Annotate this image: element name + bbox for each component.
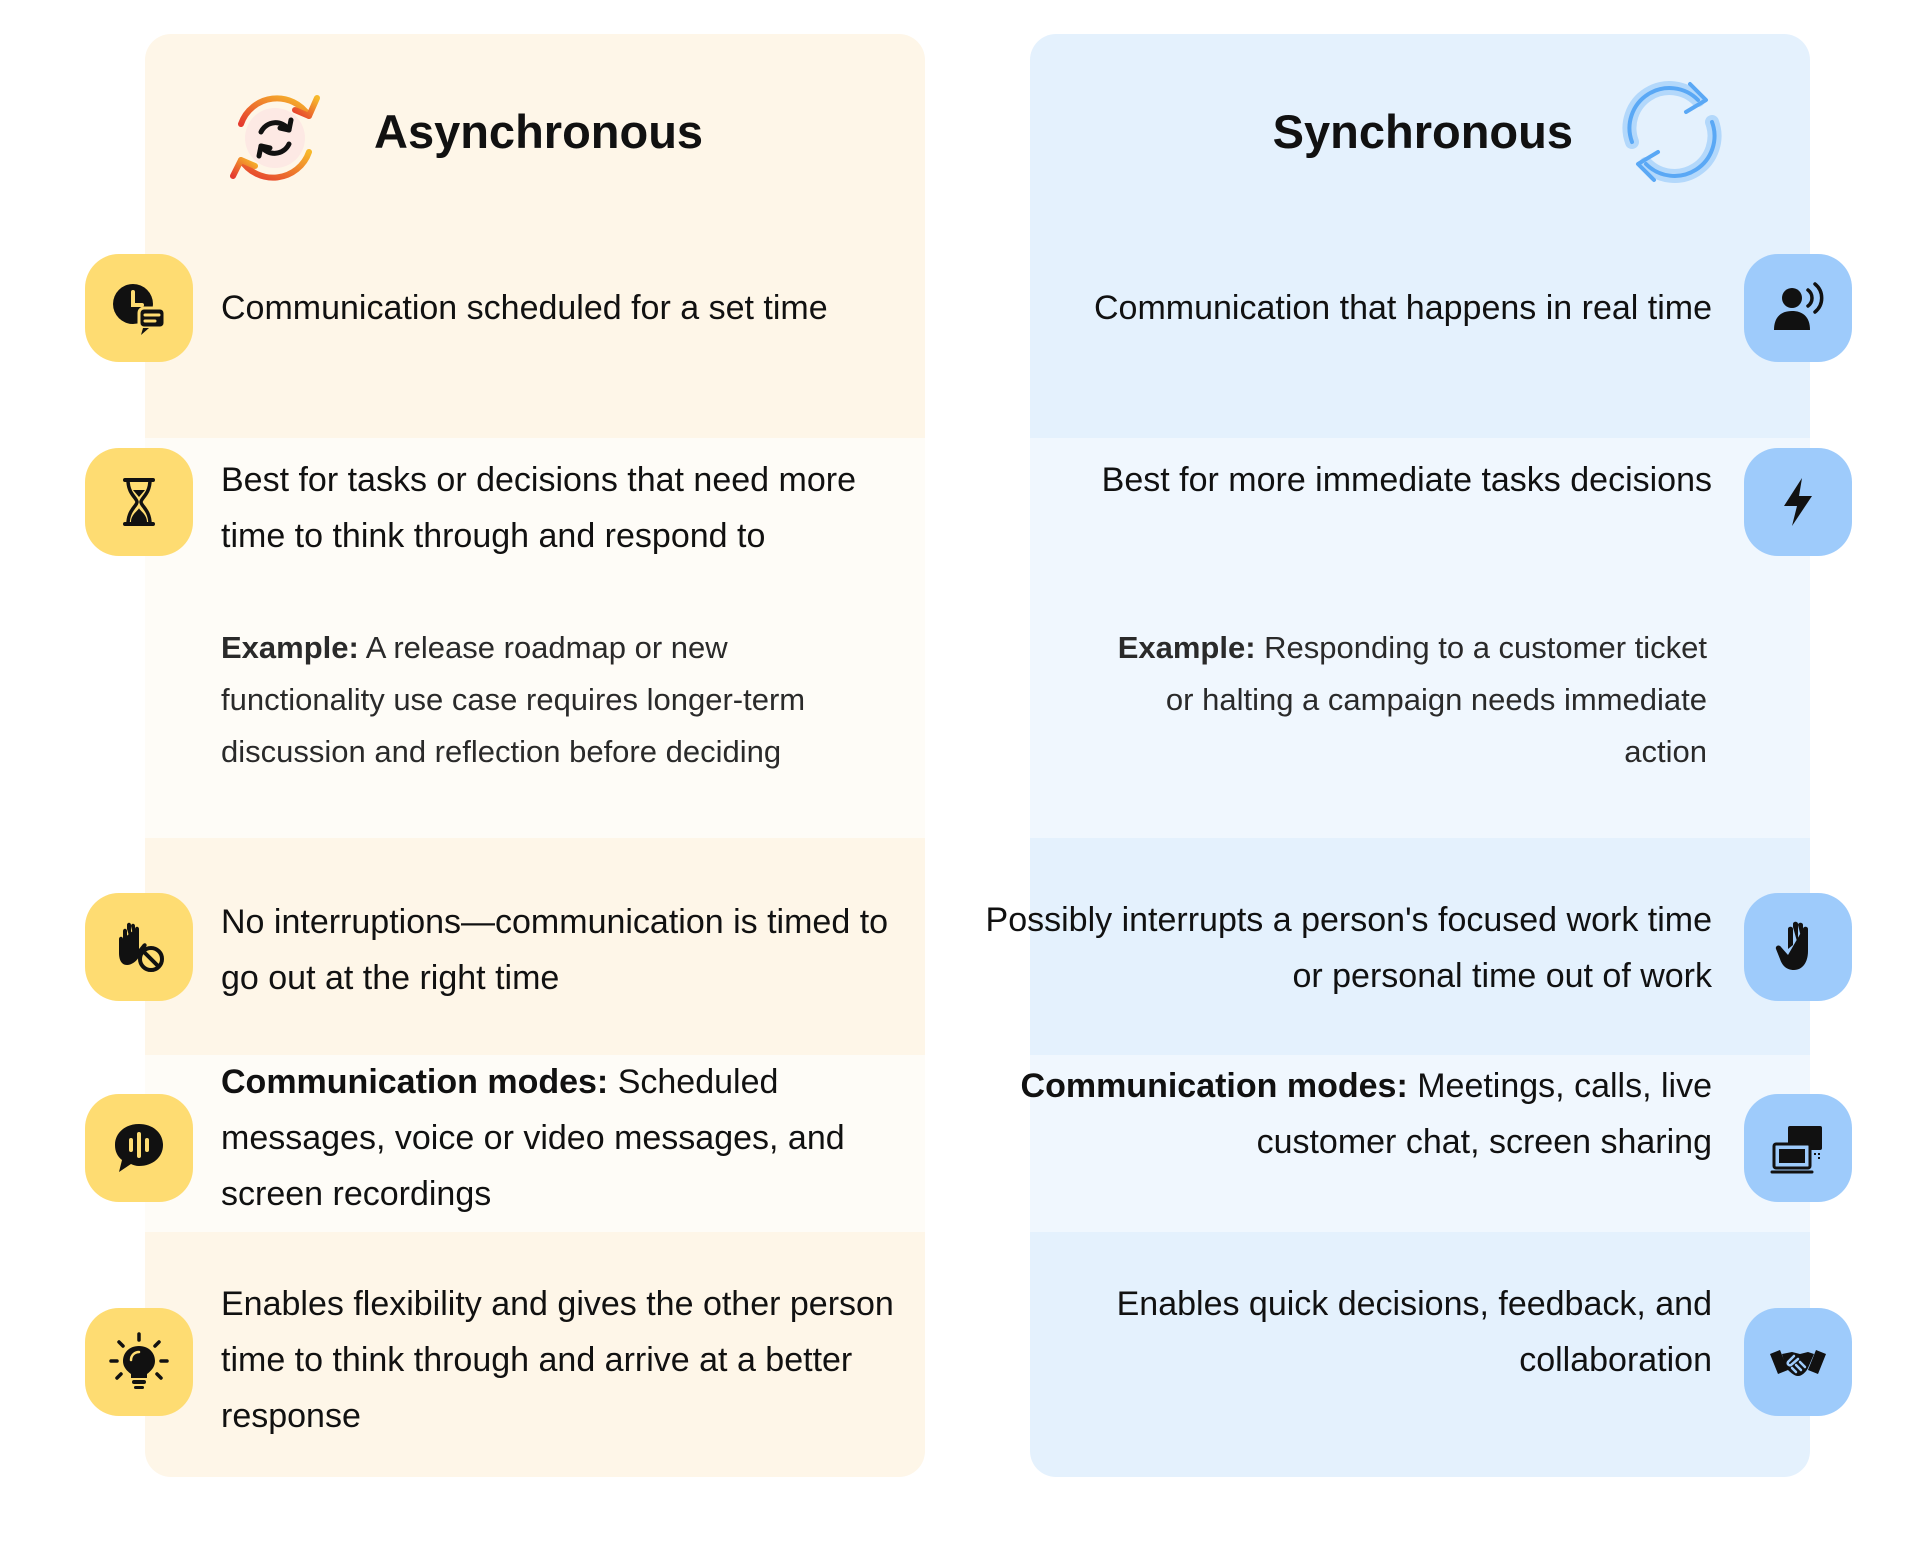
handshake-icon xyxy=(1768,1332,1828,1392)
sync-row2-icon-box xyxy=(1744,448,1852,556)
async-row3-icon-box xyxy=(85,893,193,1001)
sync-row5-icon-box xyxy=(1744,1308,1852,1416)
screen-share-icon xyxy=(1768,1118,1828,1178)
async-row3-text: No interruptions—communication is timed to go out at the right time xyxy=(221,903,889,997)
sync-arrows-icon xyxy=(1610,70,1734,194)
async-row4-icon-box xyxy=(85,1094,193,1202)
sync-modes-label: Communication modes: xyxy=(1020,1067,1408,1105)
sync-row4-text xyxy=(952,1058,1712,1170)
async-sync-arrows-icon xyxy=(213,76,337,200)
async-row2-example xyxy=(221,622,821,778)
async-row5-text: Enables flexibility and gives the other person time to think through and arrive at a better response xyxy=(221,1285,894,1435)
voice-message-icon xyxy=(109,1118,169,1178)
sync-row4-icon-box xyxy=(1744,1094,1852,1202)
async-row2-icon-box xyxy=(85,448,193,556)
async-row1-text: Communication scheduled for a set time xyxy=(221,289,828,327)
sync-row2-text: Best for more immediate tasks decisions xyxy=(1101,461,1712,499)
async-example-text: A release roadmap or new functionality use case requires longer-term discussion and reflection before deciding xyxy=(221,630,806,769)
sync-example-label: Example: xyxy=(1117,630,1256,665)
async-example-label: Example: xyxy=(221,630,359,665)
async-modes-label: Communication modes: xyxy=(221,1063,609,1101)
sync-row1-text: Communication that happens in real time xyxy=(1094,289,1712,327)
person-speaking-icon xyxy=(1768,278,1828,338)
async-row4-text xyxy=(221,1054,911,1222)
hourglass-icon xyxy=(109,472,169,532)
lightbulb-icon xyxy=(109,1332,169,1392)
async-row2-text: Best for tasks or decisions that need more time to think through and respond to xyxy=(221,461,856,555)
sync-title: Synchronous xyxy=(1272,105,1573,158)
async-modes-text: Scheduled messages, voice or video messages, and screen recordings xyxy=(221,1063,845,1213)
async-row1-icon-box xyxy=(85,254,193,362)
sync-row2-example xyxy=(1087,622,1707,778)
sync-row3-text: Possibly interrupts a person's focused work time or personal time out of work xyxy=(985,901,1712,995)
sync-example-text: Responding to a customer ticket or halting a campaign needs immediate action xyxy=(1165,630,1707,769)
sync-row1-icon-box xyxy=(1744,254,1852,362)
sync-modes-text: Meetings, calls, live customer chat, screen sharing xyxy=(1256,1067,1712,1161)
raised-hand-icon xyxy=(1768,917,1828,977)
async-title: Asynchronous xyxy=(374,105,704,158)
lightning-icon xyxy=(1768,472,1828,532)
async-row5-icon-box xyxy=(85,1308,193,1416)
sync-row5-text: Enables quick decisions, feedback, and collaboration xyxy=(1116,1285,1712,1379)
clock-chat-icon xyxy=(109,278,169,338)
sync-row3-icon-box xyxy=(1744,893,1852,1001)
hand-blocked-icon xyxy=(109,917,169,977)
